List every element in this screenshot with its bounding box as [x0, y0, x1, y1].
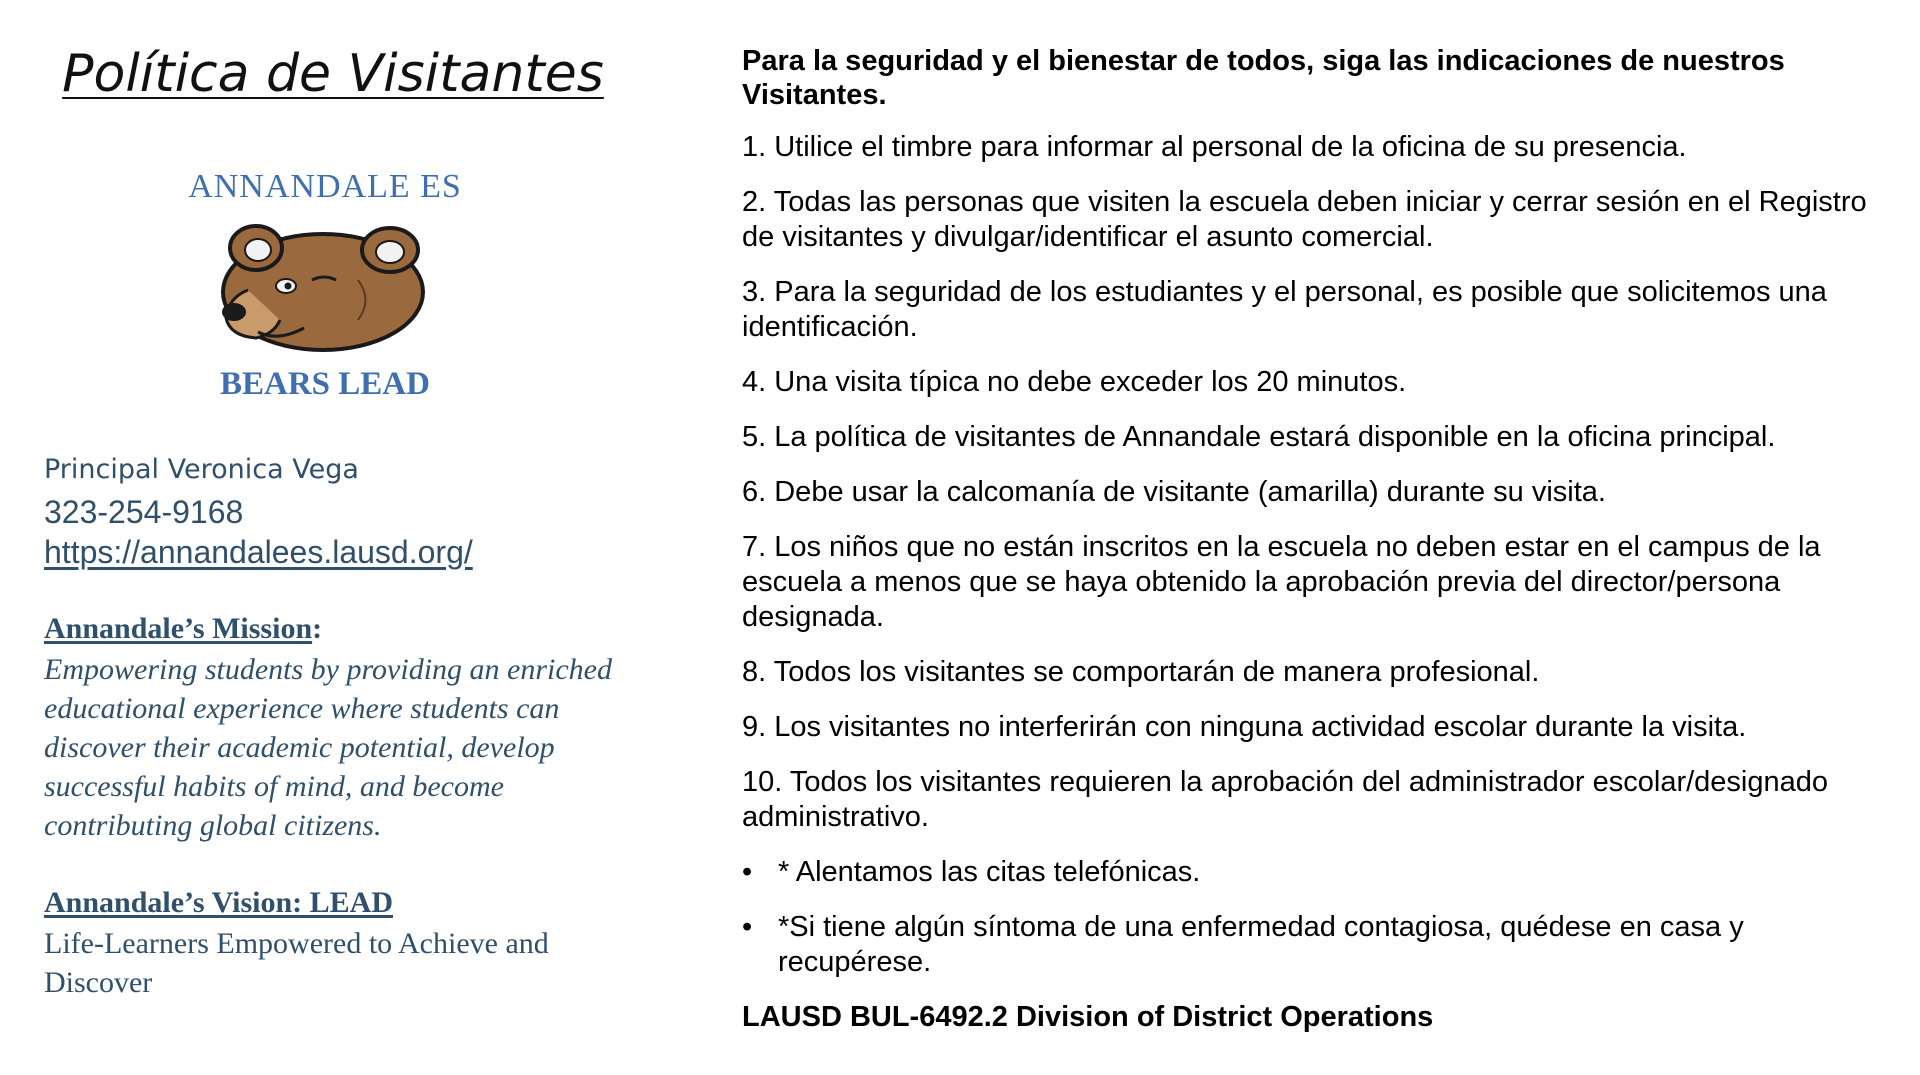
page-title: Política de Visitantes: [62, 44, 604, 104]
bullet-text: *Si tiene algún síntoma de una enfermedad contagiosa, quédese en casa y recupérese.: [778, 911, 1744, 978]
policy-item: 5. La política de visitantes de Annandale estará disponible en la oficina principal.: [742, 421, 1776, 453]
policy-column: [742, 44, 1882, 1034]
website-link[interactable]: https://annandalees.lausd.org/: [44, 534, 473, 570]
bullet-item: [742, 855, 1882, 890]
school-logo-top-text: ANNANDALE ES: [188, 168, 462, 205]
principal-name: Principal Veronica Vega: [44, 454, 359, 485]
bullet-marker: •: [742, 856, 753, 888]
mission-heading: [44, 612, 322, 646]
policy-item: 10. Todos los visitantes requieren la aprobación del administrador escolar/designado administrativo.: [742, 766, 1829, 833]
policy-item: 7. Los niños que no están inscritos en la escuela no deben estar en el campus de la escuela a menos que se haya obtenido la aprobación previa del director/persona designada.: [742, 531, 1821, 633]
policy-intro: Para la seguridad y el bienestar de todos, siga las indicaciones de nuestros Visitantes.: [742, 45, 1785, 111]
school-logo-bottom-text: BEARS LEAD: [220, 366, 430, 402]
mission-heading-colon: :: [312, 612, 323, 645]
mission-statement: Empowering students by providing an enriched educational experience where students can discover their academic potential, develop successful habits of mind, and become contributing global citizens.: [44, 653, 612, 842]
policy-item: 8. Todos los visitantes se comportarán de manera profesional.: [742, 656, 1540, 688]
bullet-text: * Alentamos las citas telefónicas.: [778, 856, 1201, 888]
bullet-marker: •: [742, 911, 753, 943]
policy-footer: LAUSD BUL-6492.2 Division of District Operations: [742, 1001, 1434, 1033]
left-column: [0, 0, 720, 1075]
vision-statement: Life-Learners Empowered to Achieve and Discover: [44, 927, 549, 999]
policy-item: 2. Todas las personas que visiten la escuela deben iniciar y cerrar sesión en el Registro de visitantes y divulgar/identificar el asunto comercial.: [742, 186, 1867, 253]
policy-item: 6. Debe usar la calcomanía de visitante (amarilla) durante su visita.: [742, 476, 1606, 508]
phone-number: 323-254-9168: [44, 494, 244, 530]
policy-item: 4. Una visita típica no debe exceder los 20 minutos.: [742, 366, 1407, 398]
mission-heading-label: Annandale’s Mission: [44, 612, 313, 645]
bear-mascot-icon: [208, 220, 430, 360]
policy-item: 1. Utilice el timbre para informar al personal de la oficina de su presencia.: [742, 131, 1687, 163]
policy-item: 9. Los visitantes no interferirán con ninguna actividad escolar durante la visita.: [742, 711, 1747, 743]
vision-heading: Annandale’s Vision: LEAD: [44, 886, 393, 919]
bullet-item: [742, 910, 1882, 980]
policy-item: 3. Para la seguridad de los estudiantes y el personal, es posible que solicitemos una identificación.: [742, 276, 1827, 343]
